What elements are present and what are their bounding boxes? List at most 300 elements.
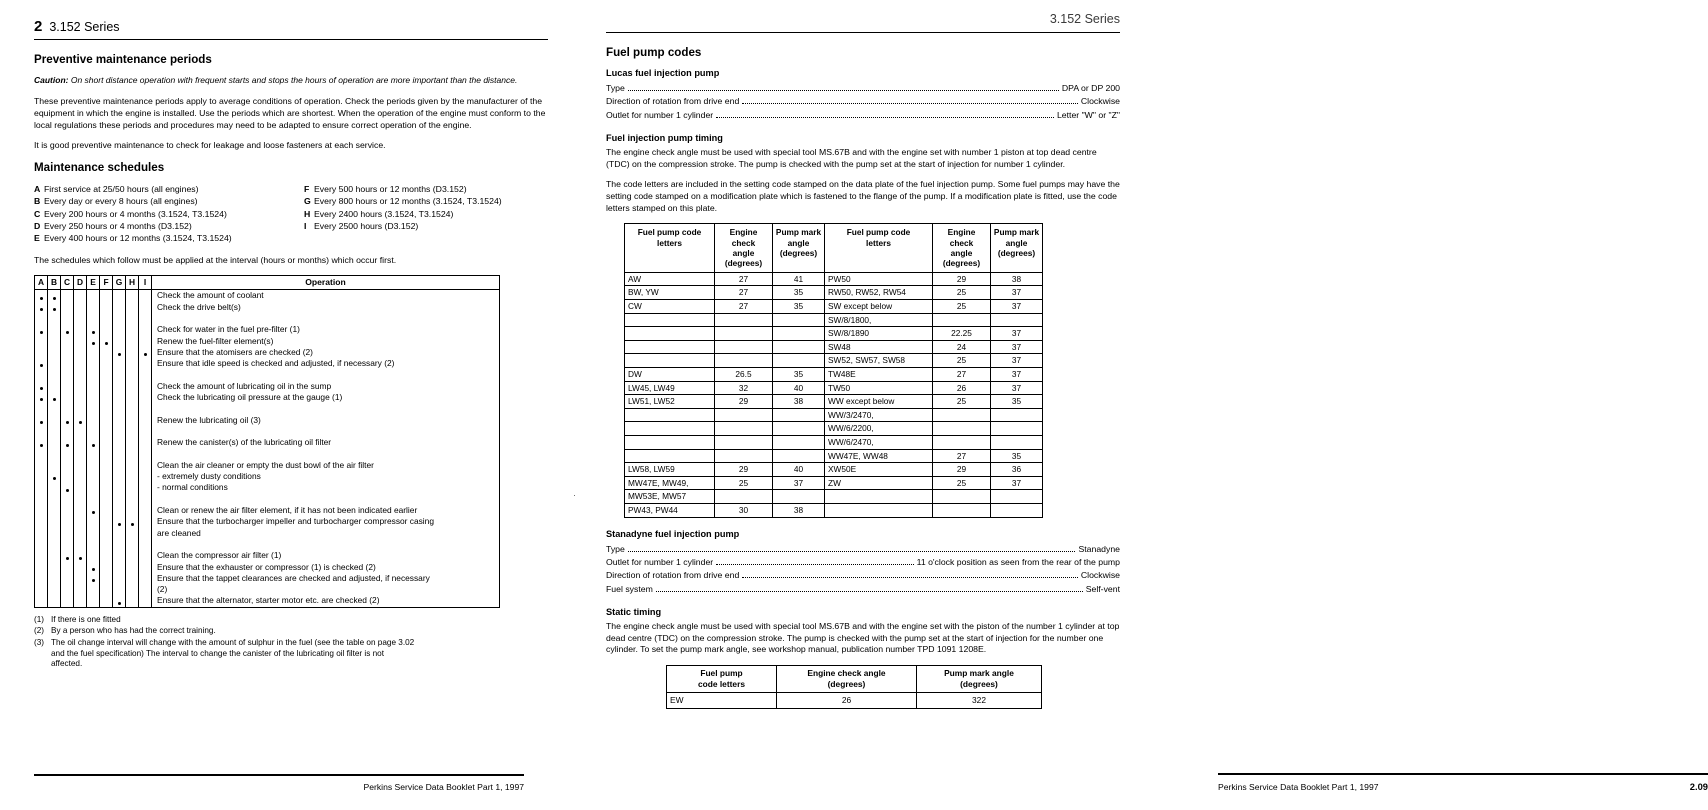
fp-cell-mark-2: [991, 313, 1043, 327]
caution-note: [34, 75, 548, 86]
lucas-line-outlet: [606, 109, 1120, 122]
fp-header-line: angle: [787, 237, 810, 248]
schedule-mark-cell: [35, 573, 48, 584]
fp-cell-code-2: WW/6/2470,: [825, 435, 933, 449]
fp-cell-mark-1: [773, 313, 825, 327]
schedule-mark-cell: [126, 494, 139, 505]
schedule-mark-cell: [100, 550, 113, 561]
fp-header-line: Pump mark: [775, 227, 822, 238]
schedule-mark-cell: [35, 369, 48, 380]
column-header-e: E: [87, 276, 100, 290]
schedule-mark-cell: [126, 302, 139, 313]
bullet-dot-icon: [53, 297, 56, 300]
fp-header-line: angle: [732, 248, 755, 258]
table-row: [35, 324, 500, 335]
line-value: Stanadyne: [1078, 543, 1120, 554]
fp-cell-check-1: 29: [715, 395, 773, 409]
footer-text-left: Perkins Service Data Booklet Part 1, 1997: [363, 782, 524, 792]
static-table-header-row: [667, 665, 1042, 692]
dot-leader: [628, 550, 1076, 552]
schedule-mark-cell: [100, 426, 113, 437]
schedule-mark-cell: [61, 324, 74, 335]
fp-cell-code-1: [625, 449, 715, 463]
table-row: [35, 505, 500, 516]
schedule-mark-cell: [74, 471, 87, 482]
fp-cell-check-2: 25: [933, 395, 991, 409]
table-row: [35, 573, 500, 584]
stanadyne-line-outlet: [606, 556, 1120, 569]
footnote-marker: (1): [34, 614, 45, 624]
schedule-mark-cell: [100, 313, 113, 324]
schedule-text: Every 2400 hours (3.1524, T3.1524): [314, 208, 454, 219]
schedule-mark-cell: [48, 347, 61, 358]
schedule-mark-cell: [74, 415, 87, 426]
static-table-row: [667, 692, 1042, 708]
schedule-mark-cell: [35, 336, 48, 347]
fp-cell-mark-1: [773, 449, 825, 463]
schedule-mark-cell: [100, 324, 113, 335]
schedule-mark-cell: [100, 595, 113, 607]
schedule-mark-cell: [139, 381, 152, 392]
schedule-mark-cell: [126, 482, 139, 493]
schedule-mark-cell: [87, 550, 100, 561]
stanadyne-line-rotation: [606, 569, 1120, 582]
line-label: Fuel system: [606, 583, 653, 594]
schedule-mark-cell: [74, 302, 87, 313]
schedule-mark-cell: [74, 369, 87, 380]
schedule-mark-cell: [87, 358, 100, 369]
stanadyne-line-type: [606, 543, 1120, 556]
schedule-mark-cell: [74, 562, 87, 573]
fp-cell-code-1: [625, 327, 715, 341]
table-row: [35, 358, 500, 369]
schedule-mark-cell: [61, 449, 74, 460]
bullet-dot-icon: [118, 602, 121, 605]
line-value: 11 o'clock position as seen from the rear of the pump: [916, 556, 1120, 567]
schedule-mark-cell: [61, 415, 74, 426]
fp-cell-code-2: SW/8/1800,: [825, 313, 933, 327]
schedule-mark-cell: [113, 494, 126, 505]
bullet-dot-icon: [66, 421, 69, 424]
static-header-mark-angle: [917, 665, 1042, 692]
fp-cell-code-1: PW43, PW44: [625, 503, 715, 517]
operation-cell: Renew the lubricating oil (3): [152, 415, 500, 426]
schedule-mark-cell: [113, 324, 126, 335]
footnote-marker: (2): [34, 626, 45, 636]
table-row: [35, 415, 500, 426]
schedule-text: Every 200 hours or 4 months (3.1524, T3.1524): [44, 208, 227, 219]
fp-header-code-1: [625, 224, 715, 273]
bullet-dot-icon: [66, 557, 69, 560]
line-value: Clockwise: [1080, 96, 1120, 107]
schedule-mark-cell: [87, 516, 100, 527]
static-header-line: (degrees): [960, 678, 998, 689]
pump-timing-paragraph-2: The code letters are included in the setting code stamped on the data plate of the fuel injection pump. Some fuel pumps may have the setting code stamped on a modification plate which is fastened to the flange of the pump. If a modification plate is fitted, use the code letters stamped on this plate.: [606, 179, 1120, 213]
schedule-mark-cell: [48, 516, 61, 527]
fp-header-code-2: [825, 224, 933, 273]
schedule-mark-cell: [48, 595, 61, 607]
maintenance-schedules-heading: Maintenance schedules: [34, 160, 165, 174]
schedule-mark-cell: [87, 449, 100, 460]
schedule-mark-cell: [74, 449, 87, 460]
fp-cell-check-2: 25: [933, 476, 991, 490]
footnote-text-cont-1: and the fuel specification) The interval to change the canister of the lubricating oil filter is not: [51, 648, 384, 658]
schedule-mark-cell: [74, 336, 87, 347]
fuel-pump-codes-heading: Fuel pump codes: [606, 46, 702, 59]
footnote-2: [34, 626, 504, 637]
line-label: Type: [606, 543, 625, 554]
fp-cell-mark-1: 40: [773, 381, 825, 395]
static-header-line: (degrees): [827, 678, 866, 689]
schedule-mark-cell: [126, 528, 139, 539]
schedule-mark-cell: [74, 595, 87, 607]
bullet-dot-icon: [40, 444, 43, 447]
footnote-text: By a person who has had the correct training.: [51, 626, 216, 636]
bullet-dot-icon: [92, 444, 95, 447]
fp-cell-mark-2: 37: [991, 381, 1043, 395]
bullet-dot-icon: [53, 398, 56, 401]
fp-cell-mark-2: 37: [991, 354, 1043, 368]
fp-header-mark-2: [991, 224, 1043, 273]
fp-cell-mark-1: 35: [773, 286, 825, 300]
schedule-mark-cell: [87, 369, 100, 380]
schedule-mark-cell: [113, 302, 126, 313]
schedule-mark-cell: [74, 550, 87, 561]
fp-cell-code-1: [625, 435, 715, 449]
schedule-mark-cell: [61, 550, 74, 561]
schedule-mark-cell: [113, 403, 126, 414]
schedule-mark-cell: [48, 449, 61, 460]
table-row: [35, 313, 500, 324]
schedule-text: Every 800 hours or 12 months (3.1524, T3.1524): [314, 196, 502, 207]
fp-cell-code-2: SW52, SW57, SW58: [825, 354, 933, 368]
right-page-footer: [1218, 773, 1708, 792]
schedule-mark-cell: [87, 494, 100, 505]
fp-cell-code-2: [825, 503, 933, 517]
column-header-g: G: [113, 276, 126, 290]
schedule-letter: F: [304, 183, 310, 194]
line-label: Outlet for number 1 cylinder: [606, 556, 714, 567]
bullet-dot-icon: [92, 579, 95, 582]
schedule-mark-cell: [74, 324, 87, 335]
fp-cell-mark-1: 37: [773, 476, 825, 490]
fp-cell-check-1: [715, 490, 773, 504]
operation-cell: [152, 313, 500, 324]
schedule-mark-cell: [126, 516, 139, 527]
column-header-c: C: [61, 276, 74, 290]
schedule-mark-cell: [48, 302, 61, 313]
schedule-mark-cell: [87, 437, 100, 448]
schedule-mark-cell: [126, 449, 139, 460]
bullet-dot-icon: [40, 421, 43, 424]
footnote-text: If there is one fitted: [51, 614, 121, 624]
schedule-mark-cell: [100, 471, 113, 482]
schedule-mark-cell: [113, 392, 126, 403]
schedule-legend-item: [34, 208, 278, 220]
footnote-text-cont-2: affected.: [51, 659, 83, 669]
table-row: [625, 463, 1043, 477]
schedule-mark-cell: [48, 324, 61, 335]
fp-cell-check-2: 27: [933, 367, 991, 381]
schedule-mark-cell: [113, 313, 126, 324]
header-divider-left: [34, 39, 548, 40]
schedule-legend-item: [304, 183, 548, 195]
schedule-mark-cell: [126, 290, 139, 302]
fp-header-line: Engine check: [729, 227, 758, 248]
schedule-mark-cell: [87, 313, 100, 324]
line-label: Direction of rotation from drive end: [606, 96, 740, 107]
schedule-mark-cell: [126, 505, 139, 516]
schedule-mark-cell: [61, 392, 74, 403]
schedule-mark-cell: [87, 347, 100, 358]
schedule-mark-cell: [74, 573, 87, 584]
schedule-mark-cell: [48, 381, 61, 392]
schedule-mark-cell: [100, 358, 113, 369]
schedule-mark-cell: [100, 437, 113, 448]
schedule-mark-cell: [35, 460, 48, 471]
schedule-mark-cell: [35, 358, 48, 369]
fp-cell-mark-2: 38: [991, 272, 1043, 286]
pump-timing-heading: Fuel injection pump timing: [606, 133, 723, 144]
column-header-d: D: [74, 276, 87, 290]
operation-cell: [152, 426, 500, 437]
bullet-dot-icon: [79, 557, 82, 560]
column-header-f: F: [100, 276, 113, 290]
fuel-pump-code-table: [624, 223, 1043, 517]
fp-cell-check-2: [933, 503, 991, 517]
table-row: [625, 327, 1043, 341]
fp-cell-mark-1: [773, 408, 825, 422]
schedule-mark-cell: [87, 562, 100, 573]
fp-cell-mark-2: [991, 435, 1043, 449]
schedule-mark-cell: [61, 290, 74, 302]
fp-cell-check-2: 22.25: [933, 327, 991, 341]
schedule-mark-cell: [74, 528, 87, 539]
table-row: [625, 476, 1043, 490]
fp-cell-check-1: [715, 327, 773, 341]
fp-cell-code-1: [625, 340, 715, 354]
fp-cell-check-2: [933, 490, 991, 504]
dot-leader: [742, 576, 1078, 578]
fp-cell-check-2: 24: [933, 340, 991, 354]
fp-cell-mark-1: [773, 354, 825, 368]
fp-cell-code-1: [625, 408, 715, 422]
schedule-letter: B: [34, 196, 41, 207]
table-row: [625, 503, 1043, 517]
operations-table-header-row: [35, 276, 500, 290]
schedule-mark-cell: [113, 437, 126, 448]
bullet-dot-icon: [40, 331, 43, 334]
schedule-legend-item: [304, 195, 548, 207]
schedule-mark-cell: [74, 516, 87, 527]
fp-cell-mark-2: 35: [991, 395, 1043, 409]
schedule-mark-cell: [113, 505, 126, 516]
operation-cell: - normal conditions: [152, 482, 500, 493]
bullet-dot-icon: [131, 523, 134, 526]
bullet-dot-icon: [66, 331, 69, 334]
operation-cell: are cleaned: [152, 528, 500, 539]
schedule-mark-cell: [113, 482, 126, 493]
schedule-mark-cell: [74, 584, 87, 595]
schedule-mark-cell: [126, 595, 139, 607]
table-row: [35, 403, 500, 414]
schedule-mark-cell: [61, 302, 74, 313]
schedule-legend-item: [34, 195, 278, 207]
lucas-pump-heading: Lucas fuel injection pump: [606, 68, 720, 78]
schedule-mark-cell: [139, 449, 152, 460]
schedule-letter: D: [34, 221, 41, 231]
schedule-mark-cell: [113, 426, 126, 437]
schedule-text: Every 250 hours or 4 months (D3.152): [44, 221, 192, 231]
table-row: [35, 302, 500, 313]
line-value: Self-vent: [1085, 583, 1120, 594]
bullet-dot-icon: [79, 421, 82, 424]
schedule-letter: E: [34, 233, 40, 244]
fp-cell-check-2: [933, 435, 991, 449]
table-row: [35, 562, 500, 573]
table-row: [625, 340, 1043, 354]
static-cell-mark-angle: 322: [917, 692, 1042, 708]
fp-cell-mark-2: 37: [991, 476, 1043, 490]
schedule-mark-cell: [48, 437, 61, 448]
column-header-h: H: [126, 276, 139, 290]
fp-cell-mark-2: 36: [991, 463, 1043, 477]
schedule-mark-cell: [35, 392, 48, 403]
schedule-mark-cell: [100, 302, 113, 313]
fp-cell-code-1: MW47E, MW49,: [625, 476, 715, 490]
operation-cell: Clean the air cleaner or empty the dust bowl of the air filter: [152, 460, 500, 471]
schedule-mark-cell: [100, 494, 113, 505]
fp-header-check-2: [933, 224, 991, 273]
schedule-mark-cell: [113, 550, 126, 561]
schedule-mark-cell: [87, 528, 100, 539]
schedule-mark-cell: [100, 482, 113, 493]
schedule-mark-cell: [74, 381, 87, 392]
schedule-mark-cell: [48, 426, 61, 437]
schedule-mark-cell: [74, 494, 87, 505]
fp-cell-code-1: [625, 422, 715, 436]
schedule-letter: I: [304, 221, 307, 231]
schedule-mark-cell: [126, 381, 139, 392]
fp-header-line: (degrees): [942, 258, 981, 269]
bullet-dot-icon: [40, 364, 43, 367]
schedule-mark-cell: [139, 426, 152, 437]
schedule-mark-cell: [126, 358, 139, 369]
schedule-mark-cell: [87, 302, 100, 313]
schedule-mark-cell: [113, 460, 126, 471]
fp-cell-code-1: DW: [625, 367, 715, 381]
fp-cell-code-2: SW except below: [825, 300, 933, 314]
line-value: Letter "W" or "Z": [1056, 109, 1120, 120]
bullet-dot-icon: [92, 342, 95, 345]
schedule-mark-cell: [139, 460, 152, 471]
fp-cell-mark-2: [991, 408, 1043, 422]
schedule-mark-cell: [48, 460, 61, 471]
fp-header-line: angle: [1005, 237, 1028, 248]
fp-cell-code-1: AW: [625, 272, 715, 286]
static-timing-heading: Static timing: [606, 607, 662, 618]
operation-cell: [152, 369, 500, 380]
dot-leader: [742, 102, 1078, 104]
schedule-mark-cell: [61, 381, 74, 392]
schedule-mark-cell: [100, 290, 113, 302]
schedule-mark-cell: [139, 392, 152, 403]
fp-cell-code-1: [625, 313, 715, 327]
fp-header-line: letters: [657, 237, 682, 248]
schedule-mark-cell: [126, 369, 139, 380]
fp-cell-check-1: [715, 435, 773, 449]
table-row: [35, 336, 500, 347]
schedule-letter: C: [34, 208, 41, 219]
schedule-mark-cell: [74, 437, 87, 448]
schedule-note: The schedules which follow must be applied at the interval (hours or months) which occur first.: [34, 254, 397, 265]
fp-header-line: (degrees): [779, 248, 818, 258]
schedule-mark-cell: [87, 392, 100, 403]
schedule-mark-cell: [61, 505, 74, 516]
fp-cell-code-2: SW48: [825, 340, 933, 354]
schedule-mark-cell: [61, 584, 74, 595]
fp-cell-code-2: WW47E, WW48: [825, 449, 933, 463]
schedule-mark-cell: [126, 426, 139, 437]
schedule-mark-cell: [100, 392, 113, 403]
schedule-legend-item: [34, 183, 278, 195]
schedule-mark-cell: [35, 584, 48, 595]
footnote-marker: (3): [34, 637, 45, 647]
schedule-legend-item: [304, 208, 548, 220]
schedule-mark-cell: [126, 392, 139, 403]
fp-cell-check-2: 29: [933, 272, 991, 286]
fp-cell-code-2: WW/3/2470,: [825, 408, 933, 422]
line-label: Type: [606, 83, 625, 93]
schedule-mark-cell: [87, 415, 100, 426]
schedule-mark-cell: [61, 403, 74, 414]
dot-leader: [656, 590, 1083, 592]
schedule-mark-cell: [100, 449, 113, 460]
schedule-mark-cell: [61, 437, 74, 448]
schedule-mark-cell: [35, 449, 48, 460]
schedule-mark-cell: [35, 426, 48, 437]
schedule-mark-cell: [48, 494, 61, 505]
schedule-mark-cell: [61, 528, 74, 539]
fp-cell-mark-2: [991, 422, 1043, 436]
schedule-mark-cell: [139, 516, 152, 527]
schedule-mark-cell: [87, 336, 100, 347]
schedule-mark-cell: [35, 539, 48, 550]
operation-cell: Check for water in the fuel pre-filter (1): [152, 324, 500, 335]
table-row: [625, 435, 1043, 449]
fp-header-line: Fuel pump code: [637, 227, 702, 238]
schedule-mark-cell: [113, 369, 126, 380]
schedule-mark-cell: [113, 573, 126, 584]
schedule-mark-cell: [61, 358, 74, 369]
schedule-mark-cell: [139, 302, 152, 313]
fp-cell-mark-2: 37: [991, 367, 1043, 381]
table-row: [35, 426, 500, 437]
fp-cell-check-1: [715, 313, 773, 327]
schedule-mark-cell: [35, 516, 48, 527]
table-row: [35, 460, 500, 471]
fp-cell-mark-2: 37: [991, 340, 1043, 354]
line-label: Direction of rotation from drive end: [606, 570, 740, 581]
operation-cell: Renew the fuel-filter element(s): [152, 336, 500, 347]
schedule-mark-cell: [126, 313, 139, 324]
schedule-mark-cell: [48, 539, 61, 550]
schedule-mark-cell: [35, 324, 48, 335]
schedule-mark-cell: [48, 392, 61, 403]
fp-cell-mark-1: [773, 340, 825, 354]
bullet-dot-icon: [92, 331, 95, 334]
fp-cell-check-1: 25: [715, 476, 773, 490]
